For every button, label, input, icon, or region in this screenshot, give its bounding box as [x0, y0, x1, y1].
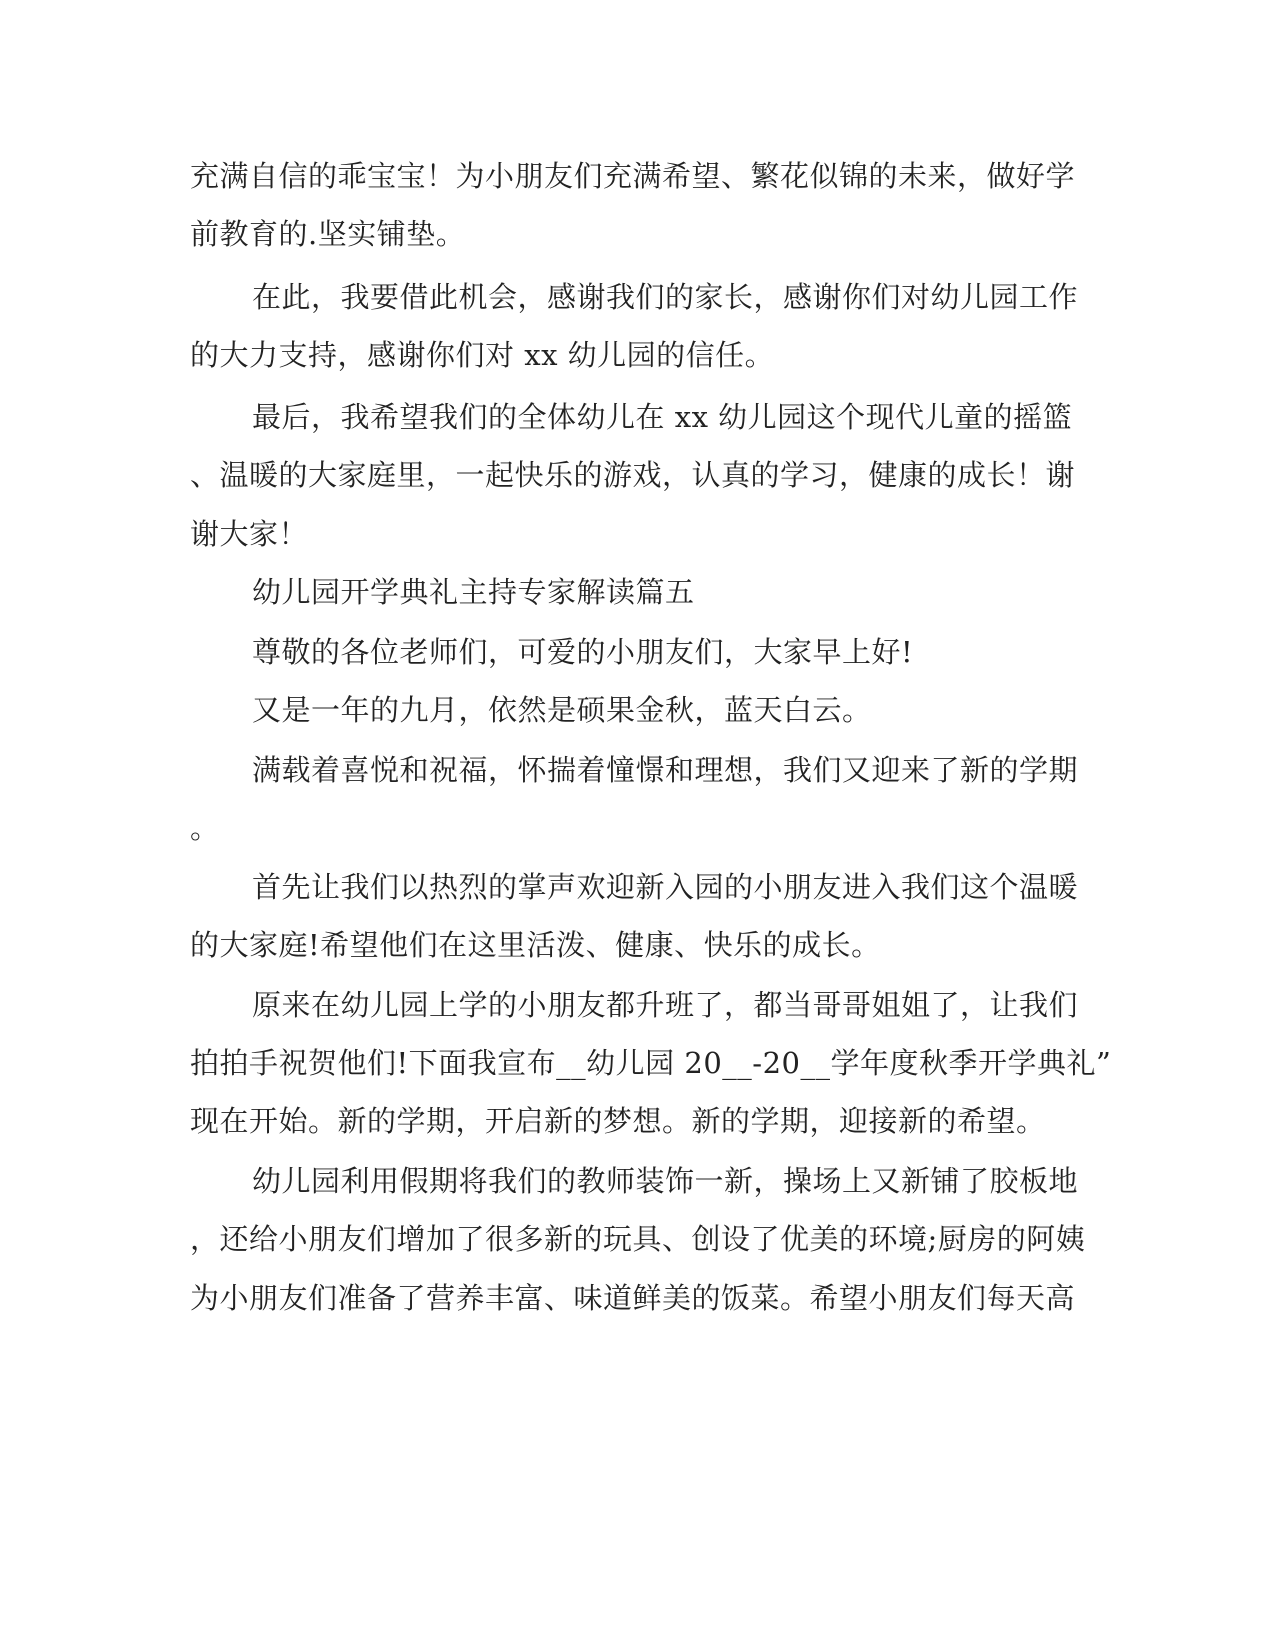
text-line: 前教育的.坚实铺垫。 [190, 217, 466, 251]
text-line: 充满自信的乖宝宝！为小朋友们充满希望、繁花似锦的未来，做好学 [190, 159, 1076, 193]
text-line: 首先让我们以热烈的掌声欢迎新入园的小朋友进入我们这个温暖 [252, 870, 1079, 904]
section-heading: 幼儿园开学典礼主持专家解读篇五 [252, 575, 695, 609]
text-line: 。 [190, 811, 220, 845]
text-line: 又是一年的九月，依然是硕果金秋，蓝天白云。 [252, 693, 872, 727]
text-line: 的大力支持，感谢你们对 xx 幼儿园的信任。 [190, 338, 775, 372]
text-line: 最后，我希望我们的全体幼儿在 xx 幼儿园这个现代儿童的摇篮 [252, 400, 1073, 434]
text-line: 原来在幼儿园上学的小朋友都升班了，都当哥哥姐姐了，让我们 [252, 988, 1079, 1022]
text-line: ，还给小朋友们增加了很多新的玩具、创设了优美的环境;厨房的阿姨 [190, 1222, 1086, 1256]
text-line: 拍拍手祝贺他们!下面我宣布__幼儿园 20__-20__学年度秋季开学典礼” [190, 1046, 1112, 1080]
text-line: 的大家庭!希望他们在这里活泼、健康、快乐的成长。 [190, 928, 881, 962]
text-line: 为小朋友们准备了营养丰富、味道鲜美的饭菜。希望小朋友们每天高 [190, 1281, 1076, 1315]
text-line: 、温暖的大家庭里，一起快乐的游戏，认真的学习，健康的成长！谢 [190, 458, 1076, 492]
text-line: 满载着喜悦和祝福，怀揣着憧憬和理想，我们又迎来了新的学期 [252, 753, 1079, 787]
text-line: 尊敬的各位老师们，可爱的小朋友们，大家早上好! [252, 635, 914, 669]
text-line: 在此，我要借此机会，感谢我们的家长，感谢你们对幼儿园工作 [252, 280, 1079, 314]
text-line: 谢大家！ [190, 517, 309, 551]
text-line: 幼儿园利用假期将我们的教师装饰一新，操场上又新铺了胶板地 [252, 1164, 1079, 1198]
text-line: 现在开始。新的学期，开启新的梦想。新的学期，迎接新的希望。 [190, 1104, 1046, 1138]
